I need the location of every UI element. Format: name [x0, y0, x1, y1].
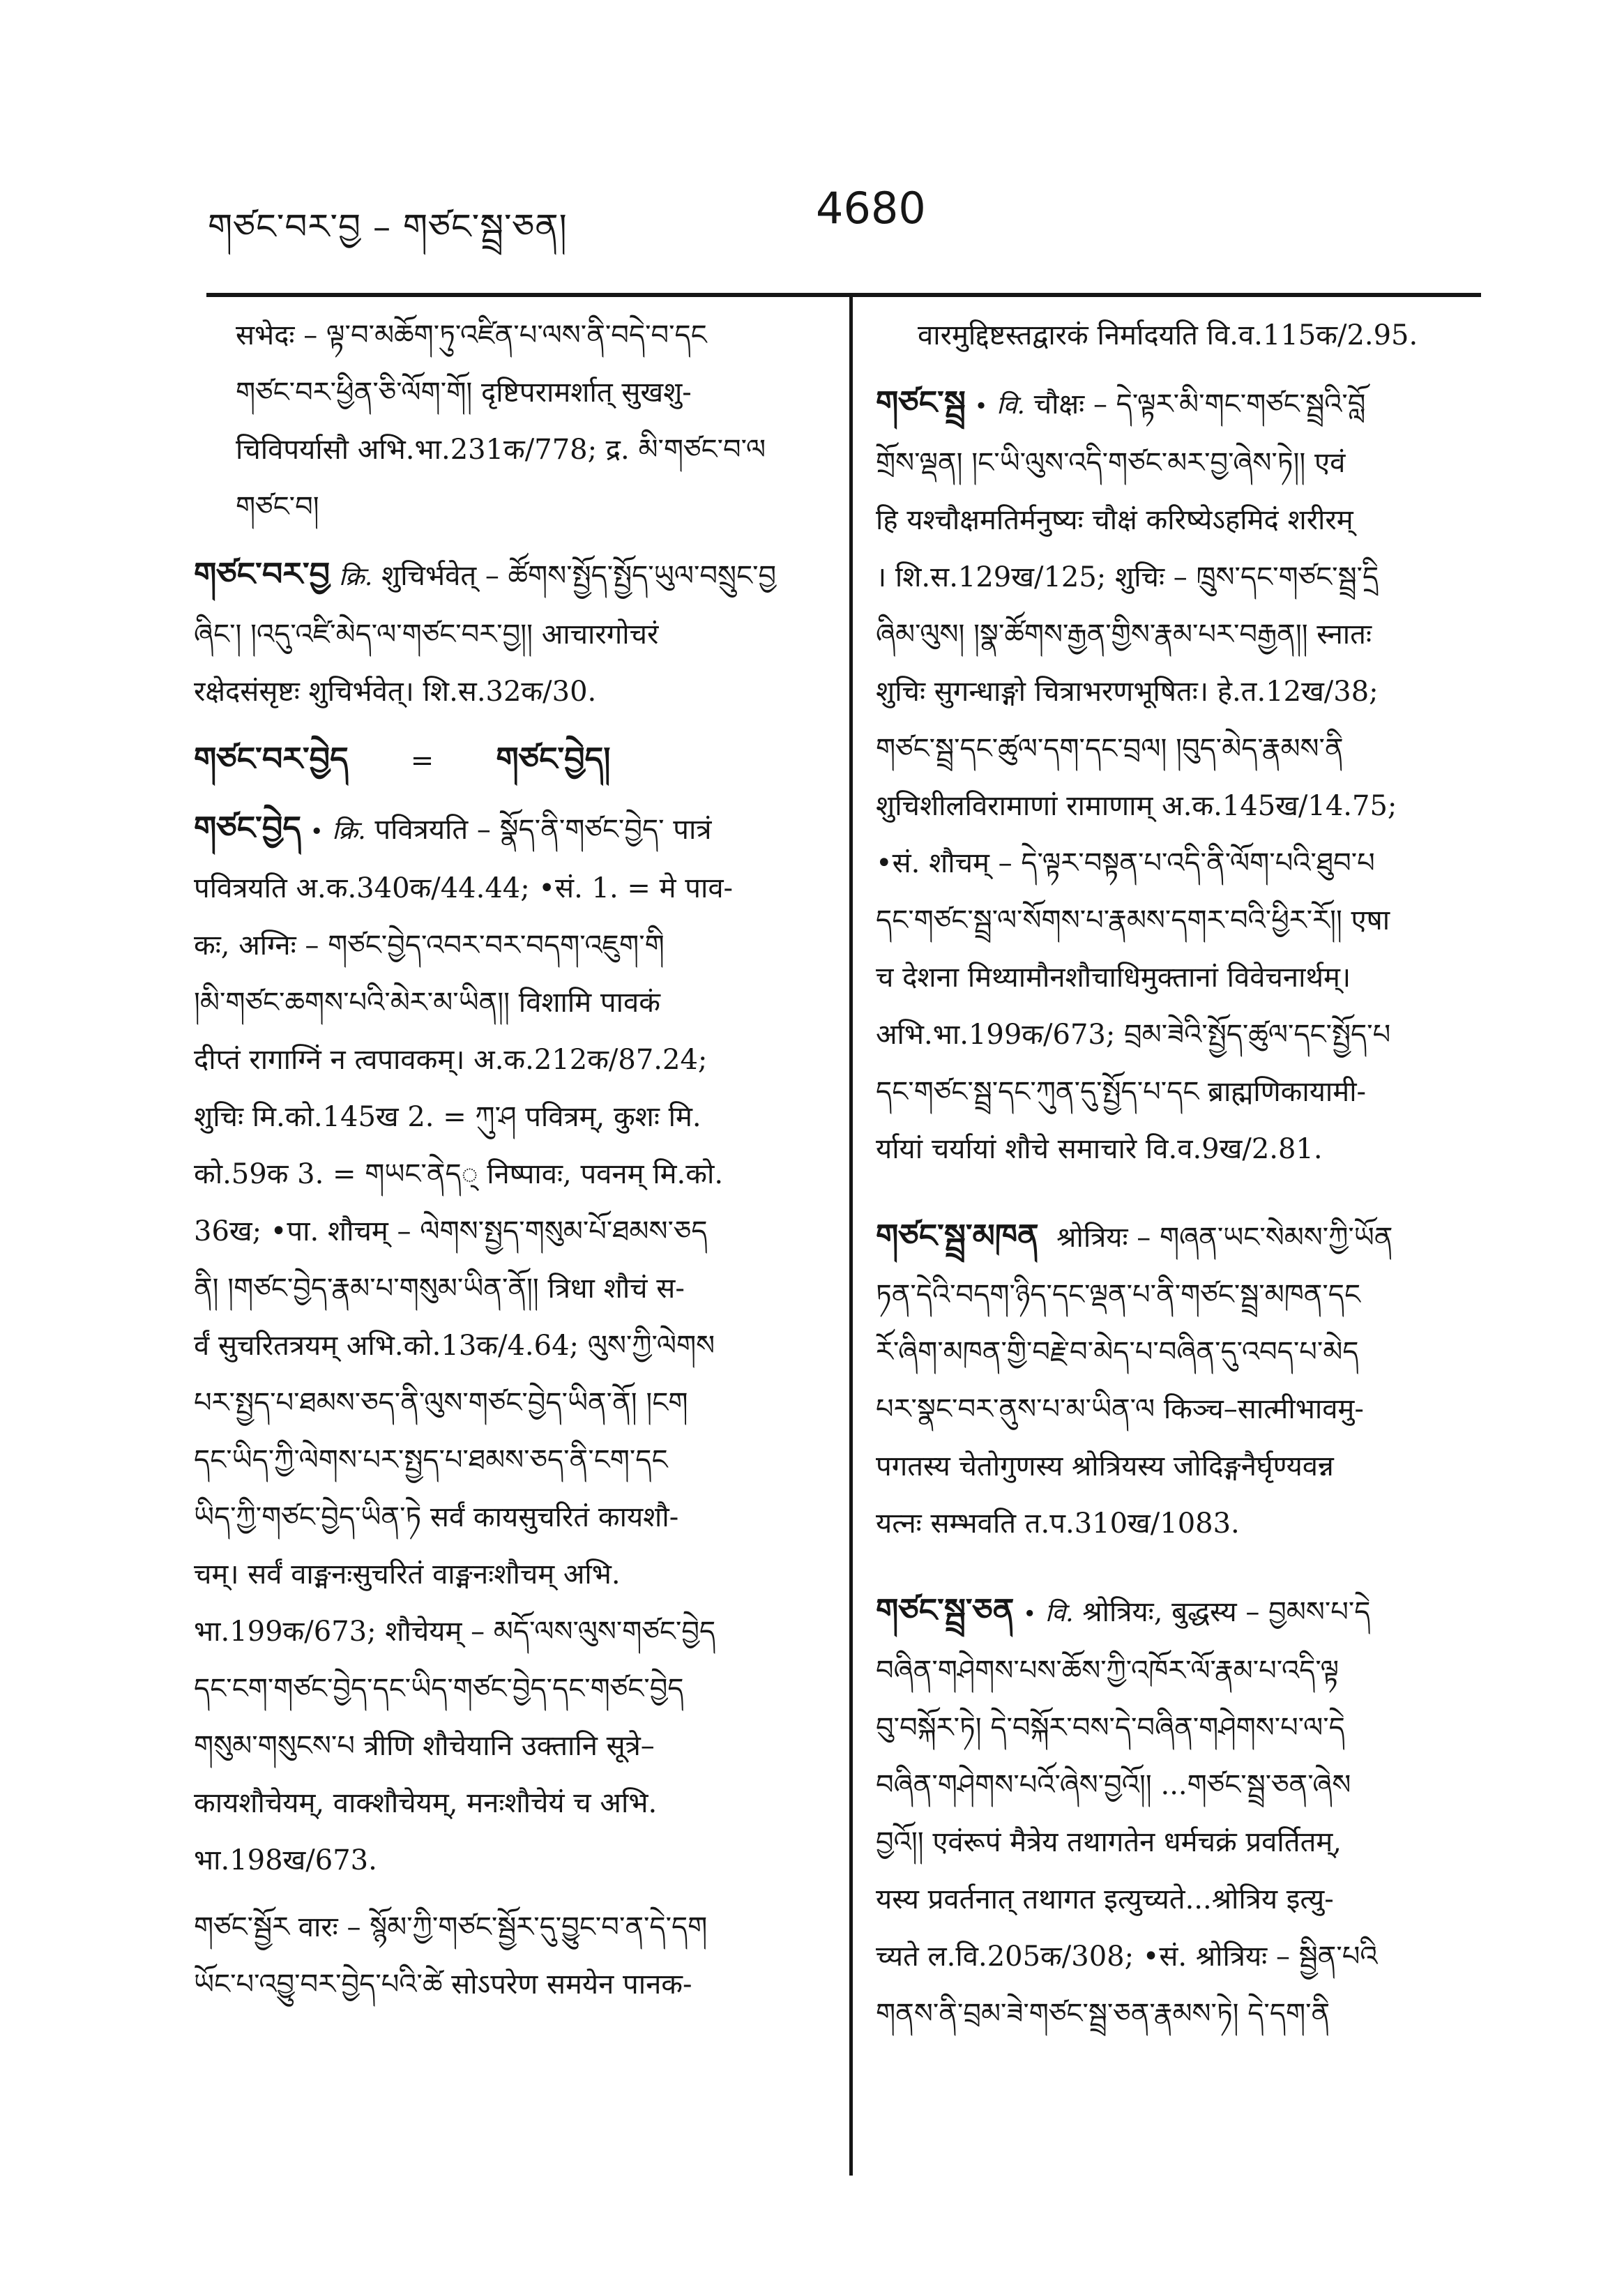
bullet: • — [1023, 1600, 1037, 1627]
text-line: चिविपर्यासौ अभि.भा.231क/778; द्र. མི་གཙང་བ་ལ — [236, 434, 766, 466]
bullet: • — [974, 393, 988, 419]
text-line: གཙང་སྦྲ་དང་ཚུལ་དག་དང་བྲལ། །བུད་མེད་རྣམས་ནི — [876, 733, 1344, 765]
text-line: पवित्रयति – སྣོད་ནི་གཙང་བྱེད་ पात्रं — [374, 814, 712, 846]
text-line: भा.198ख/673. — [194, 1844, 377, 1876]
text-line: र्यायां चर्यायां शौचे समाचारे वि.व.9ख/2.81. — [876, 1133, 1323, 1165]
entry-gap — [876, 1187, 1469, 1207]
entry-term: གཙང་བར་བྱ — [194, 555, 331, 593]
text-line: सभेदः – ལྟ་བ་མཆོག་ཏུ་འཛིན་པ་ལས་ནི་བདེ་བ་དང — [236, 319, 707, 351]
column-divider — [849, 293, 853, 2176]
page-number: 4680 — [816, 183, 926, 234]
text-line: དང་ཡིད་ཀྱི་ལེགས་པར་སྤྱད་པ་ཐམས་ཅད་ནི་ངག་དང — [194, 1444, 668, 1476]
text-line: བཞིན་གཤེགས་པའོ་ཞེས་བྱའོ།། ...གཙང་སྦྲ་ཅན་ཞེས — [876, 1769, 1351, 1801]
text-line: यस्य प्रवर्तनात् तथागत इत्युच्यते...श्रोत्रिय इत्यु- — [876, 1883, 1334, 1915]
text-line: र्वं सुचरितत्रयम् अभि.को.13क/4.64; ལུས་ཀྱི་ལེགས — [194, 1330, 715, 1362]
text-line: •सं. शौचम् – དེ་ལྟར་བསྟན་པ་འདི་ནི་ལོག་པའི་ཐུབ་པ — [876, 847, 1375, 879]
entry-gap — [876, 1562, 1469, 1581]
left-column — [194, 307, 821, 2023]
dictionary-entry — [876, 374, 1469, 1178]
entry-continuation — [918, 307, 1469, 364]
text-line: यत्नः सम्भवति त.प.310ख/1083. — [876, 1508, 1240, 1540]
text-line: श्रोत्रियः, बुद्धस्य – བྱམས་པ་དེ — [1082, 1596, 1371, 1628]
text-line: पगतस्य चेतोगुणस्य श्रोत्रियस्य जोदिङ्गनैर्घृण्यवन्न — [876, 1450, 1334, 1482]
text-line: པར་སྣང་བར་ནུས་པ་མ་ཡིན་ལ किञ्च–सात्मीभावमु- — [876, 1393, 1364, 1425]
text-line: 36ख; •पा. शौचम् – ལེགས་སྤྱད་གསུམ་པོ་ཐམས་ཅད — [194, 1215, 708, 1247]
dictionary-entry — [194, 1899, 821, 2013]
entry-headline — [194, 545, 821, 606]
entry-term: གཙང་སྦྲ་ཅན — [876, 1591, 1015, 1629]
dictionary-entry — [876, 1207, 1469, 1552]
entry-headline — [194, 730, 821, 789]
text-line: शुचिशीलविरामाणां रामाणाम् अ.क.145ख/14.75; — [876, 790, 1397, 822]
text-line: གཙང་བ། — [236, 491, 319, 523]
text-line: को.59क 3. = གཡང་ནེད् निष्पावः, पवनम् मि.को. — [194, 1158, 724, 1190]
grammar-tag: क्रि. — [332, 817, 366, 845]
header-rule — [206, 293, 1481, 297]
entry-headline — [194, 799, 821, 860]
dictionary-entry — [194, 730, 821, 789]
text-line: བཞིན་གཤེགས་པས་ཆོས་ཀྱི་འཁོར་ལོ་རྣམ་པ་འདི་ལྟ — [876, 1655, 1340, 1687]
text-line: ཡིད་ཀྱི་གཙང་བྱེད་ཡིན་ཏེ सर्वं कायसुचरितं कायशौ- — [194, 1501, 679, 1533]
text-line: च्यते ल.वि.205क/308; •सं. श्रोत्रियः – སྦྱིན་པའི — [876, 1941, 1378, 1973]
text-line: कायशौचेयम्, वाक्शौचेयम्, मनःशौचेयं च अभि. — [194, 1787, 658, 1819]
entry-term: གཙང་བྱེད — [194, 809, 301, 847]
text-line: च देशना मिथ्यामौनशौचाधिमुक्तानां विवेचनार्थम्। — [876, 962, 1351, 994]
text-line: ནི། །གཙང་བྱེད་རྣམ་པ་གསུམ་ཡིན་ནོ།། त्रिधा शौचं स- — [194, 1273, 685, 1305]
dictionary-entry — [194, 545, 821, 720]
text-line: དང་གཙང་སྦྲ་དང་ཀུན་དུ་སྤྱོད་པ་དང ब्राह्मणिकायामी- — [876, 1076, 1367, 1108]
text-line: །མི་གཙང་ཆགས་པའི་མེར་མ་ཡིན།། विशामि पावकं — [194, 987, 660, 1019]
text-line: གནས་ནི་བྲམ་ཟེ་གཙང་སྦྲ་ཅན་རྣམས་ཏེ། དེ་དག་ནི — [876, 1998, 1330, 2030]
text-line: चौक्षः – དེ་ལྟར་མི་གང་གཙང་སྦྲའི་བློ — [1033, 388, 1366, 420]
running-head: གཙང་བར་བྱ – གཙང་སྦྲ་ཅན། — [208, 206, 568, 247]
text-line: दीप्तं रागाग्निं न त्वपावकम्। अ.क.212क/87.24; — [194, 1044, 708, 1076]
entry-term: གཙང་སྦྲ — [876, 384, 966, 421]
entry-headline — [876, 1207, 1469, 1266]
text-line: कः, अग्निः – གཙང་བྱེད་འབར་བར་བདག་འཇུག་གི — [194, 929, 665, 962]
text-line: དང་གཙང་སྦྲ་ལ་སོགས་པ་རྣམས་དགར་བའི་ཕྱིར་རོ།། एषा — [876, 904, 1390, 936]
cross-reference: གཙང་བྱེད། — [496, 740, 611, 777]
text-line: पवित्रयति अ.क.340क/44.44; •सं. 1. = मे पाव- — [194, 872, 734, 904]
text-line: དང་ངག་གཙང་བྱེད་དང་ཡིད་གཙང་བྱེད་དང་གཙང་བྱེད — [194, 1673, 684, 1705]
text-line: रक्षेदसंसृष्टः शुचिर्भवेत्। शि.स.32क/30. — [194, 676, 597, 708]
text-line: ཏན་དེའི་བདག་ཉིད་དང་ལྡན་པ་ནི་གཙང་སྦྲ་མཁན་དང — [876, 1279, 1361, 1311]
text-line: श्रोत्रियः – གཞན་ཡང་སེམས་ཀྱི་ཡོན — [1056, 1222, 1393, 1254]
grammar-tag: वि. — [996, 391, 1026, 420]
text-line: ཡོང་པ་འབྱུ་བར་བྱེད་པའི་ཚེ सोऽपरेण समयेन पानक- — [194, 1968, 692, 2001]
entry-headline — [876, 374, 1469, 434]
text-line: चम्। सर्वं वाङ्मनःसुचरितं वाङ्मनःशौचम् अभि. — [194, 1558, 621, 1591]
text-line: གཙང་བར་ཕྱིན་ཅི་ལོག་གོ། दृष्टिपरामर्शात् सुखशु- — [236, 377, 692, 409]
text-line: । शि.स.129ख/125; शुचिः – ཁྲུས་དང་གཙང་སྦྲ་དྲི — [876, 561, 1379, 593]
text-line: བྱའོ།། एवंरूपं मैत्रेय तथागतेन धर्मचक्रं प्रवर्तितम्, — [876, 1826, 1342, 1858]
text-line: शुचिः सुगन्धाङ्गो चित्राभरणभूषितः। हे.त.12ख/38; — [876, 676, 1379, 708]
dictionary-entry — [876, 1581, 1469, 2042]
text-line: གྲོས་ལྡན། །ང་ཡི་ལུས་འདི་གཙང་མར་བྱ་ཞེས་ཏེ།། एवं — [876, 447, 1346, 479]
text-line: शुचिः मि.को.145ख 2. = ཀུ་ཤ पवित्रम्, कुशः मि. — [194, 1101, 701, 1133]
text-line: वारमुद्दिष्टस्तद्वारकं निर्मादयति वि.व.115क/2.95. — [918, 319, 1418, 351]
grammar-tag: क्रि. — [338, 563, 373, 591]
text-line: པར་སྤྱད་པ་ཐམས་ཅད་ནི་ལུས་གཙང་བྱེད་ཡིན་ནོ། །ངག — [194, 1387, 688, 1419]
text-line: བུ་བསྐོར་ཏེ། དེ་བསྐོར་བས་དེ་བཞིན་གཤེགས་པ་ལ་དེ — [876, 1712, 1345, 1744]
text-line: ཞིམ་ལུས། །སྣ་ཚོགས་རྒྱན་གྱིས་རྣམ་པར་བརྒྱན།། स्नातः — [876, 618, 1372, 651]
text-line: भा.199क/673; शौचेयम् – མདོ་ལས་ལུས་གཙང་བྱེད — [194, 1616, 716, 1648]
text-line: གཙང་སྦྱོར वारः – སྙོམ་ཀྱི་གཙང་སྦྱོར་དུ་བྱུང་བ་ན་དེ་དག — [194, 1911, 708, 1943]
text-line: अभि.भा.199क/673; བྲམ་ཟེའི་སྤྱོད་ཚུལ་དང་སྤྱོད་པ — [876, 1019, 1391, 1051]
right-column — [876, 307, 1469, 2052]
text-line: शुचिर्भवेत् – ཚོགས་སྤྱོད་སྤྱོད་ཡུལ་བསྲུང་བྱ — [381, 560, 777, 592]
text-line: ཞིང་། །འདུ་འཛི་མེད་ལ་གཙང་བར་བྱ།། आचारगोचरं — [194, 618, 659, 651]
dictionary-entry — [194, 799, 821, 1889]
bullet: • — [310, 818, 324, 844]
entry-continuation — [236, 307, 821, 536]
entry-headline — [876, 1581, 1469, 1642]
entry-term: གཙང་བར་བྱེད — [194, 740, 349, 777]
text-line: རོ་ཞིག་མཁན་གྱི་བརྗེ་བ་མེད་པ་བཞིན་དུ་འབད་པ་མེད — [876, 1336, 1359, 1368]
entry-term: གཙང་སྦྲ་མཁན — [876, 1217, 1039, 1254]
text-line: གསུམ་གསུངས་པ त्रीणि शौचेयानि उक्तानि सूत्रे– — [194, 1730, 655, 1762]
equals-sign: = — [410, 745, 434, 777]
text-line: हि यश्चौक्षमतिर्मनुष्यः चौक्षं करिष्येऽहमिदं शरीरम् — [876, 504, 1353, 536]
grammar-tag: वि. — [1045, 1599, 1074, 1627]
